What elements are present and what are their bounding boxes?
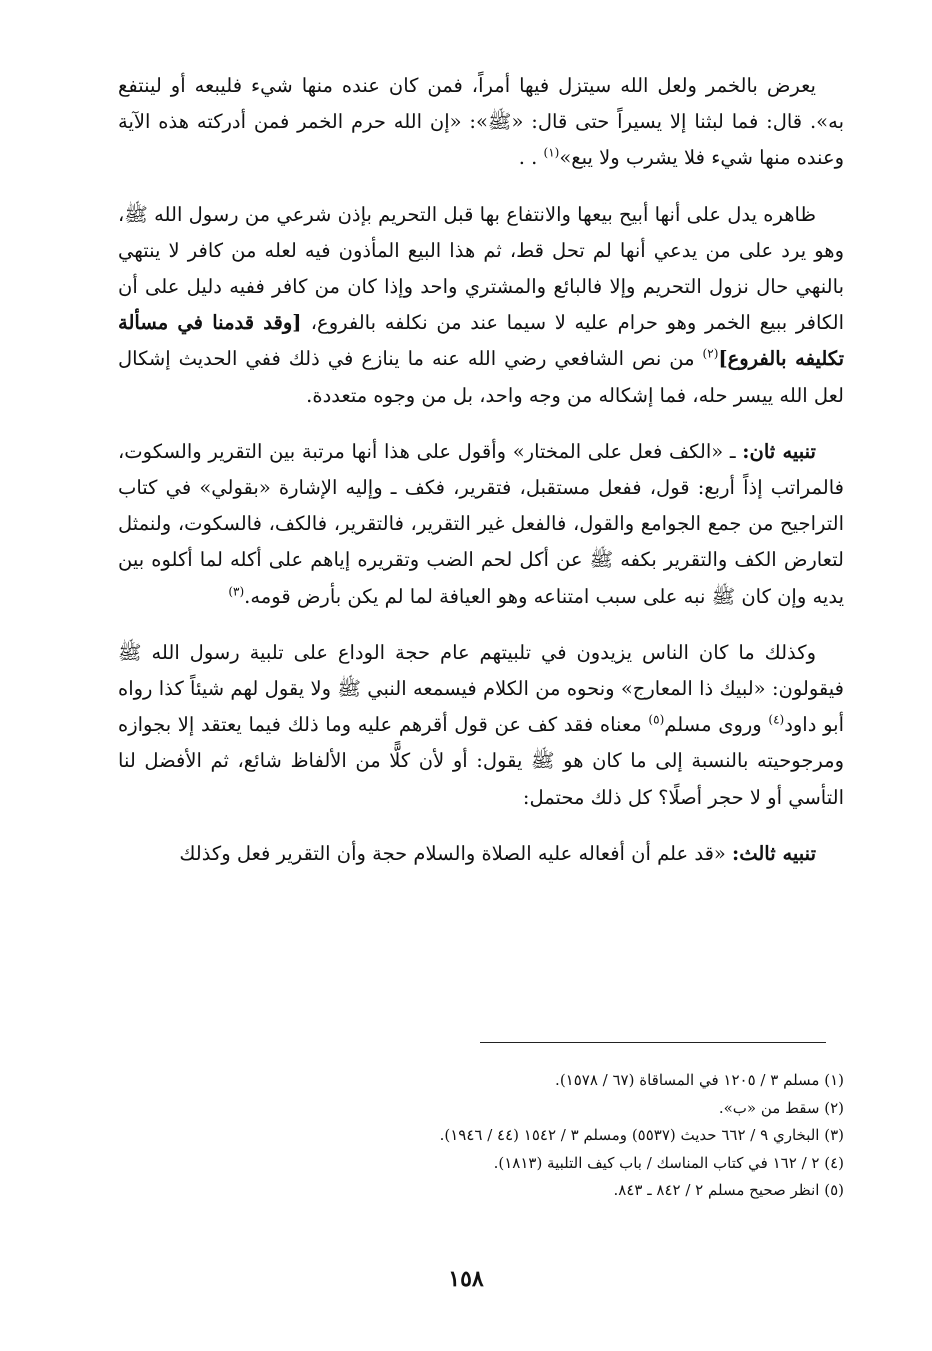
footnote-marker: (٣) (228, 584, 245, 599)
paragraph-commentary (118, 197, 844, 414)
footnote-separator (480, 1042, 826, 1043)
footnote-marker: (٥) (648, 712, 665, 727)
main-text (118, 68, 844, 888)
paragraph-text: يعرض بالخمر ولعل الله سيتزل فيها أمراً، فمن كان عنده منها شيء فليبعه أو لينتفع به». قال: فما لبثنا إلا يسيراً حتى قال: «ﷺ»: «إن الله حرم الخمر فمن أدركته هذه الآية وعنده منها شيء فلا يشرب ولا يبع» (118, 74, 844, 170)
paragraph-text: ظاهره يدل على أنها أبيح بيعها والانتفاع بها قبل التحريم بإذن شرعي من رسول الله ﷺ، وهو يرد على من يدعي أنها لم تحل قط، ثم هذا البيع المأذون فيه لعله من كافر لا ينتهي بالنهي حال نزول التحريم وإلا فالبائع والمشتري واحد وإذا كان من كافر ففيه دليل على أن الكافر ببيع الخمر وهو حرام عليه لا سيما عند من نكلفه بالفروع، (118, 202, 845, 335)
paragraph-text: ـ «الكف فعل على المختار» وأقول على هذا أنها مرتبة بين التقرير والسكوت، فالمراتب إذاً أربع: قول، ففعل مستقبل، فتقرير، فكف ـ وإليه الإشارة «بقولي» في كتاب التراجيح من جمع الجوامع والقول، فالفعل غير التقرير، فالتقرير، فالكف، فالسكوت، ولنمثل لتعارض الكف والتقرير بكفه ﷺ عن أكل لحم الضب وتقريره إياهم على أكله لما أكلوه بين يديه وإن كان ﷺ نبه على سبب امتناعه وهو العيافة لما لم يكن بأرض قومه. (118, 439, 844, 608)
paragraph-text: وكذلك ما كان الناس يزيدون في تلبيتهم عام حجة الوداع على تلبية رسول الله ﷺ فيقولون: «لبيك ذا المعارج» ونحوه من الكلام فيسمعه النبي ﷺ ولا يقول لهم شيئاً كذا رواه أبو داود (118, 640, 844, 737)
footnote-marker: (٢) (702, 346, 719, 361)
footnote-item: (٣) البخاري ٩ / ٦٦٢ حديث (٥٥٣٧) ومسلم ٣ / ١٥٤٢ (٤٤ / ١٩٤٦). (439, 1126, 844, 1144)
page-number: ١٥٨ (448, 1266, 484, 1292)
paragraph-hadith-continuation (118, 68, 844, 177)
paragraph-text: وروى مسلم (664, 713, 769, 737)
paragraph-text: من نص الشافعي رضي الله عنه ما ينازع في ذلك ففي الحديث إشكال لعل الله ييسر حله، فما إشكاله من وجه واحد، بل من وجوه متعددة. (118, 347, 844, 407)
section-heading: تنبيه ثان: (742, 439, 816, 463)
footnote-item: (٥) انظر صحيح مسلم ٢ / ٨٤٢ ـ ٨٤٣. (613, 1181, 844, 1199)
paragraph-text: معناه فقد كف عن قول أقرهم عليه وما ذلك فيما يعتقد إلا بجوازه ومرجوحيته بالنسبة إلى ما كان هو ﷺ يقول: أو لأن كلًّا من الألفاظ شائع، ثم الأفضل لنا التأسي أو لا حجر أصلًا؟ كل ذلك محتمل: (118, 713, 844, 809)
bracketed-insertion: [وقد قدمنا في مسألة تكليفه بالفروع] (118, 311, 845, 371)
footnote-item: (٢) سقط من «ب». (718, 1098, 844, 1117)
paragraph-third-note (118, 836, 844, 872)
footnotes (118, 1067, 844, 1205)
footnote-marker: (١) (543, 145, 560, 160)
footnote-item: (٤) ٢ / ١٦٢ في كتاب المناسك / باب كيف التلبية (١٨١٣). (493, 1153, 844, 1172)
paragraph-talbiyah (118, 635, 844, 816)
section-heading: تنبيه ثالث: (732, 841, 816, 865)
footnote-item: (١) مسلم ٣ / ١٢٠٥ في المساقاة (٦٧ / ١٥٧٨). (555, 1071, 844, 1089)
paragraph-text: «قد علم أن أفعاله عليه الصلاة والسلام حجة وأن التقرير فعل وكذلك (179, 841, 733, 865)
paragraph-second-note (118, 434, 844, 615)
paragraph-text: . . (518, 146, 544, 170)
footnote-marker: (٤) (768, 712, 785, 727)
